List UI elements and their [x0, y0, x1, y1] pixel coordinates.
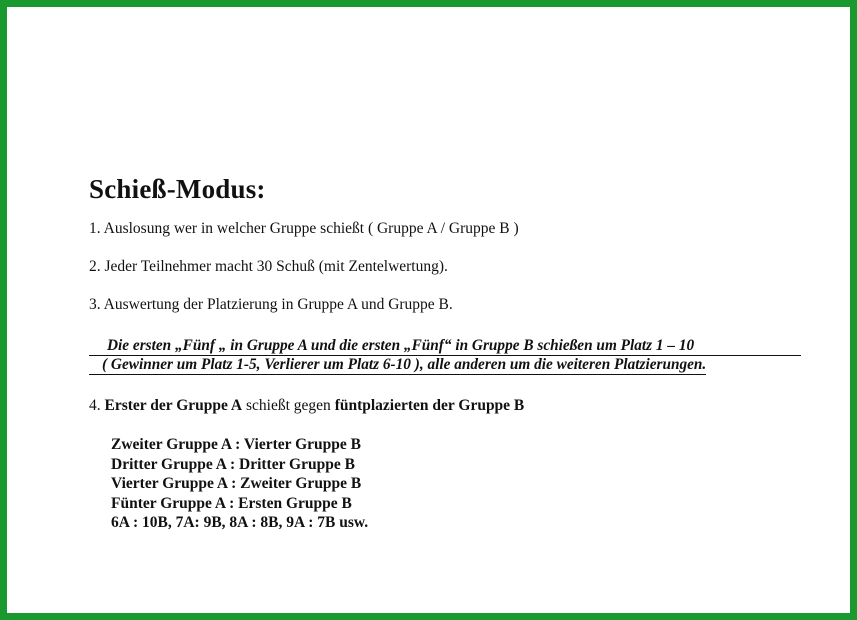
pairing-item: 6A : 10B, 7A: 9B, 8A : 8B, 9A : 7B usw. [111, 514, 369, 531]
step-3: 3. Auswertung der Platzierung in Gruppe A und Gruppe B. [89, 296, 453, 313]
step-4-fifth-group-b: füntplazierten der Gruppe B [334, 397, 525, 414]
step-4-first-group-a: Erster der Gruppe A [104, 397, 243, 414]
pairing-item: Zweiter Gruppe A : Vierter Gruppe B [111, 436, 361, 453]
pairings-list [111, 435, 819, 533]
placement-note-line-1: Die ersten „Fünf „ in Gruppe A und die ersten „Fünf“ in Gruppe B schießen um Platz 1 – 10 [89, 337, 801, 356]
step-4-prefix: 4. [89, 397, 105, 414]
step-2: 2. Jeder Teilnehmer macht 30 Schuß (mit Zentelwertung). [89, 258, 448, 275]
pairing-item: Dritter Gruppe A : Dritter Gruppe B [111, 455, 355, 473]
step-4 [89, 397, 819, 415]
placement-note-line-2: ( Gewinner um Platz 1-5, Verlierer um Platz 6-10 ), alle anderen um die weiteren Platzierungen. [89, 356, 706, 375]
document-title: Schieß-Modus: [89, 174, 266, 204]
pairing-item: Fünter Gruppe A : Ersten Gruppe B [111, 494, 352, 512]
document-body [89, 175, 819, 533]
step-1: 1. Auslosung wer in welcher Gruppe schießt ( Gruppe A / Gruppe B ) [89, 220, 519, 237]
placement-note [89, 337, 819, 375]
step-4-versus: schießt gegen [242, 397, 335, 414]
pairing-item: Vierter Gruppe A : Zweiter Gruppe B [111, 475, 362, 492]
